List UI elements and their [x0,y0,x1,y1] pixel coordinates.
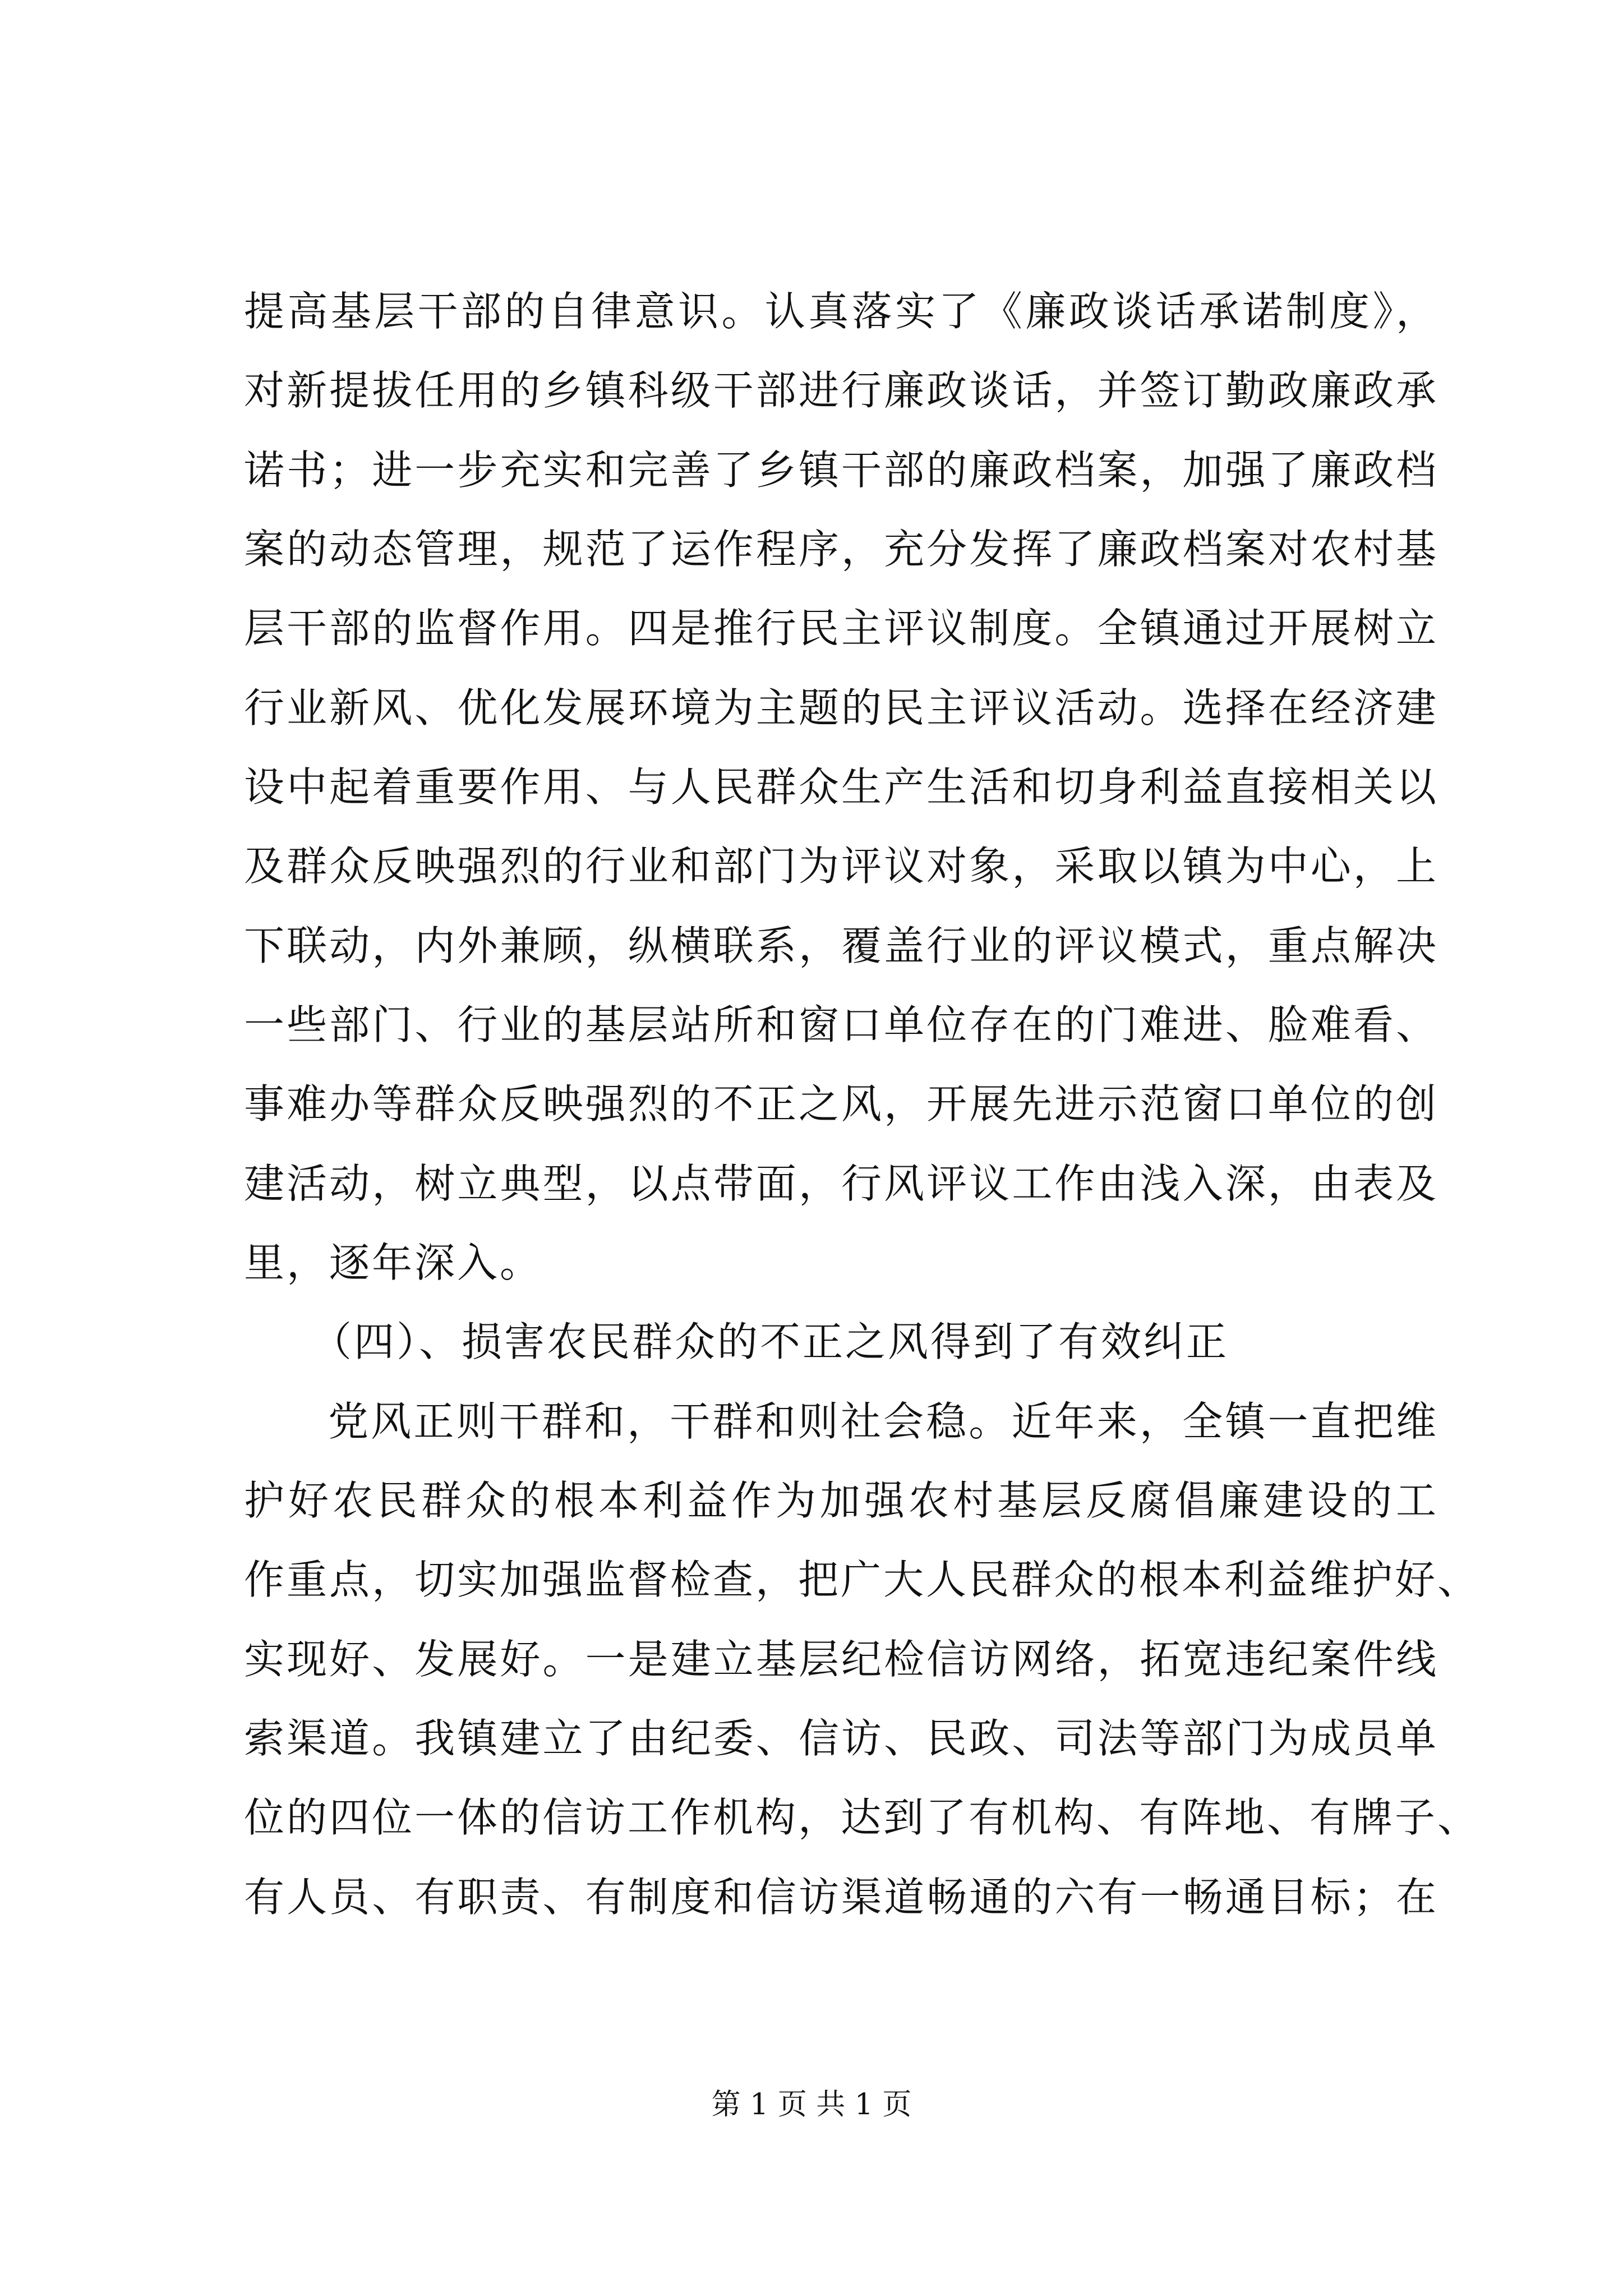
body-text-line: 下联动，内外兼顾，纵横联系，覆盖行业的评议模式，重点解决 [244,922,1438,969]
body-text-line: 实现好、发展好。一是建立基层纪检信访网络，拓宽违纪案件线 [244,1636,1438,1683]
section-heading: （四）、损害农民群众的不正之风得到了有效纠正 [311,1318,1229,1365]
body-text-line: 一些部门、行业的基层站所和窗口单位存在的门难进、脸难看、 [244,1001,1438,1048]
body-text-line: 事难办等群众反映强烈的不正之风，开展先进示范窗口单位的创 [244,1080,1438,1128]
body-text-line: 里，逐年深入。 [244,1239,543,1286]
body-text-line: 党风正则干群和，干群和则社会稳。近年来，全镇一直把维 [328,1398,1438,1445]
body-text-line: 位的四位一体的信访工作机构，达到了有机构、有阵地、有牌子、 [244,1794,1481,1841]
body-text-line: 诺书；进一步充实和完善了乡镇干部的廉政档案，加强了廉政档 [244,447,1438,494]
body-text-line: 设中起着重要作用、与人民群众生产生活和切身利益直接相关以 [244,763,1438,811]
body-text-line: 作重点，切实加强监督检查，把广大人民群众的根本利益维护好、 [244,1556,1481,1603]
body-text-line: 提高基层干部的自律意识。认真落实了《廉政谈话承诺制度》， [244,288,1438,335]
body-text-line: 对新提拔任用的乡镇科级干部进行廉政谈话，并签订勤政廉政承 [244,367,1438,414]
body-text-line: 及群众反映强烈的行业和部门为评议对象，采取以镇为中心，上 [244,843,1438,890]
body-text-line: 有人员、有职责、有制度和信访渠道畅通的六有一畅通目标；在 [244,1874,1438,1921]
body-text-line: 层干部的监督作用。四是推行民主评议制度。全镇通过开展树立 [244,605,1438,652]
body-text-line: 建活动，树立典型，以点带面，行风评议工作由浅入深，由表及 [244,1160,1438,1207]
body-text-line: 行业新风、优化发展环境为主题的民主评议活动。选择在经济建 [244,684,1438,731]
body-text-line: 护好农民群众的根本利益作为加强农村基层反腐倡廉建设的工 [244,1477,1438,1524]
body-text-line: 案的动态管理，规范了运作程序，充分发挥了廉政档案对农村基 [244,526,1438,573]
page-footer: 第 1 页 共 1 页 [711,2088,912,2122]
body-text-line: 索渠道。我镇建立了由纪委、信访、民政、司法等部门为成员单 [244,1715,1438,1762]
